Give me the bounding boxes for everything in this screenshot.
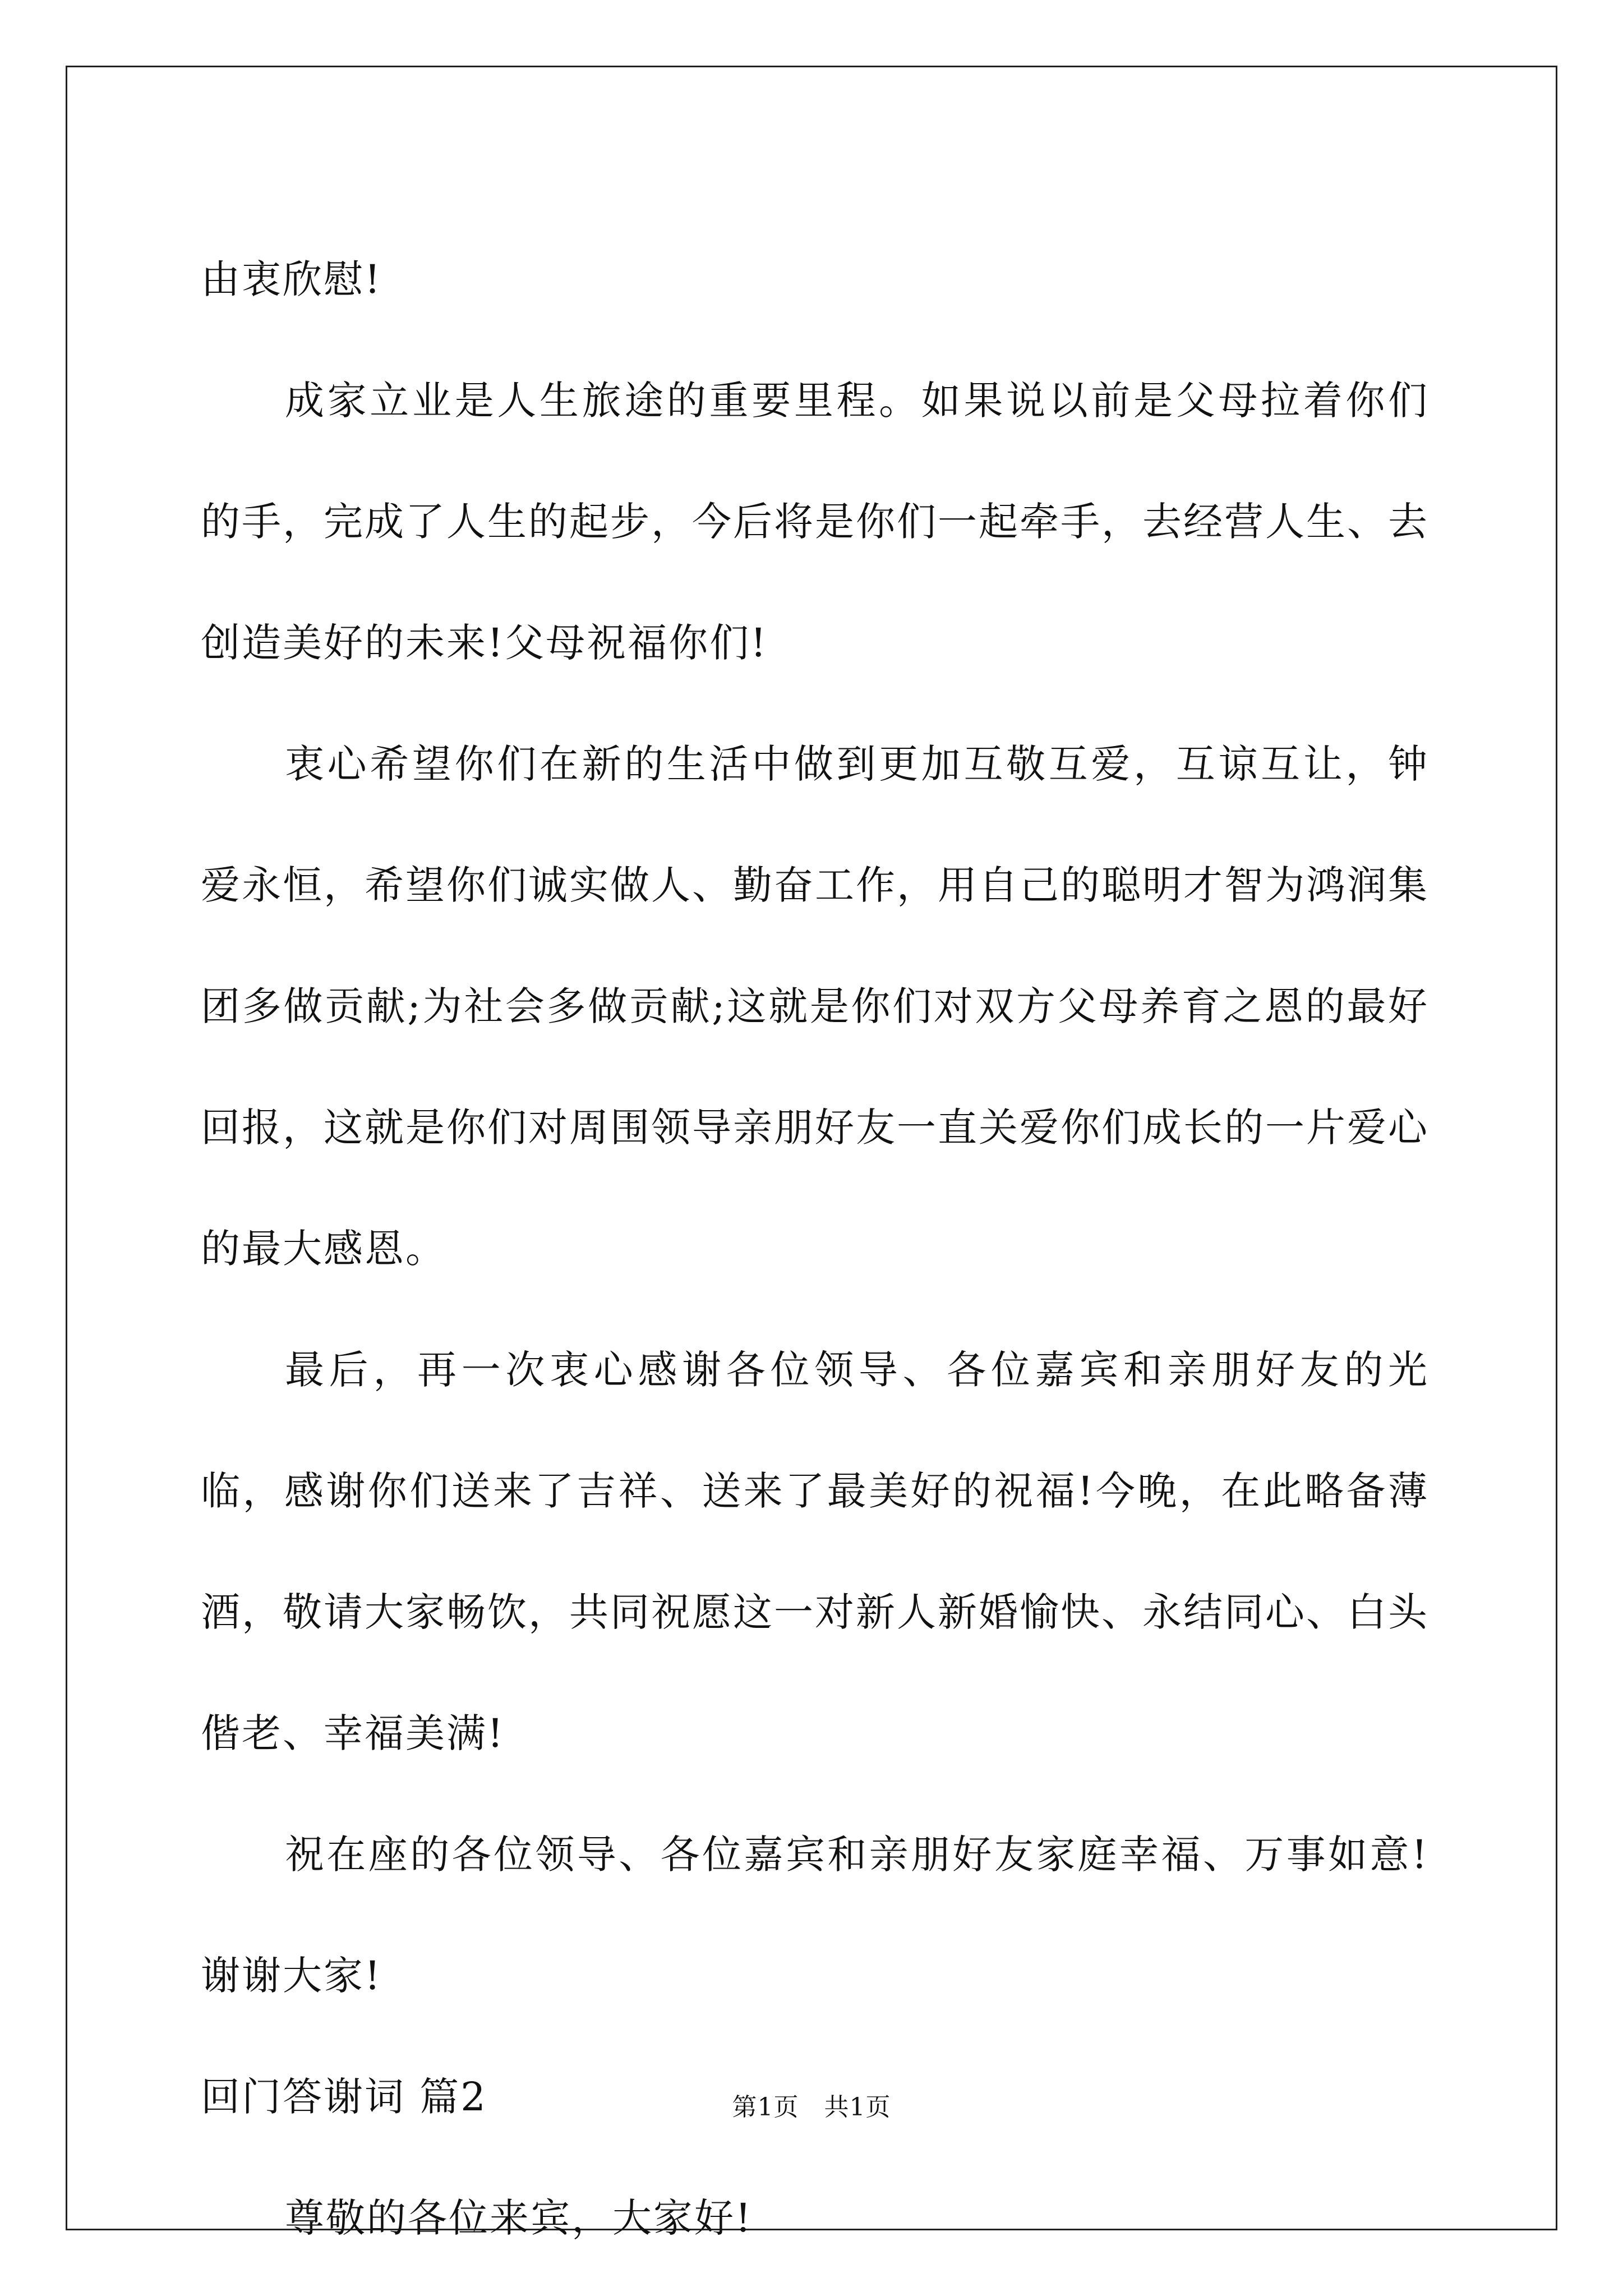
paragraph: 祝在座的各位领导、各位嘉宾和亲朋好友家庭幸福、万事如意!谢谢大家! [201,1832,1429,1999]
section-heading: 回门答谢词 篇2 [201,2074,487,2120]
page-number-footer: 第1页 共1页 [732,2093,891,2122]
greeting-paragraph: 尊敬的各位来宾，大家好! [285,2195,753,2241]
paragraph: 由衷欣慰! [201,256,382,302]
paragraph: 成家立业是人生旅途的重要里程。如果说以前是父母拉着你们的手，完成了人生的起步，今后将是你们一起牵手，去经营人生、去创造美好的未来!父母祝福你们! [201,378,1429,666]
document-body [201,219,1429,2279]
paragraph: 最后，再一次衷心感谢各位领导、各位嘉宾和亲朋好友的光临，感谢你们送来了吉祥、送来了最美好的祝福!今晚，在此略备薄酒，敬请大家畅饮，共同祝愿这一对新人新婚愉快、永结同心、白头偕老、幸福美满! [201,1347,1429,1756]
paragraph: 衷心希望你们在新的生活中做到更加互敬互爱，互谅互让，钟爱永恒，希望你们诚实做人、勤奋工作，用自己的聪明才智为鸿润集团多做贡献;为社会多做贡献;这就是你们对双方父母养育之恩的最好回报，这就是你们对周围领导亲朋好友一直关爱你们成长的一片爱心的最大感恩。 [201,741,1429,1272]
